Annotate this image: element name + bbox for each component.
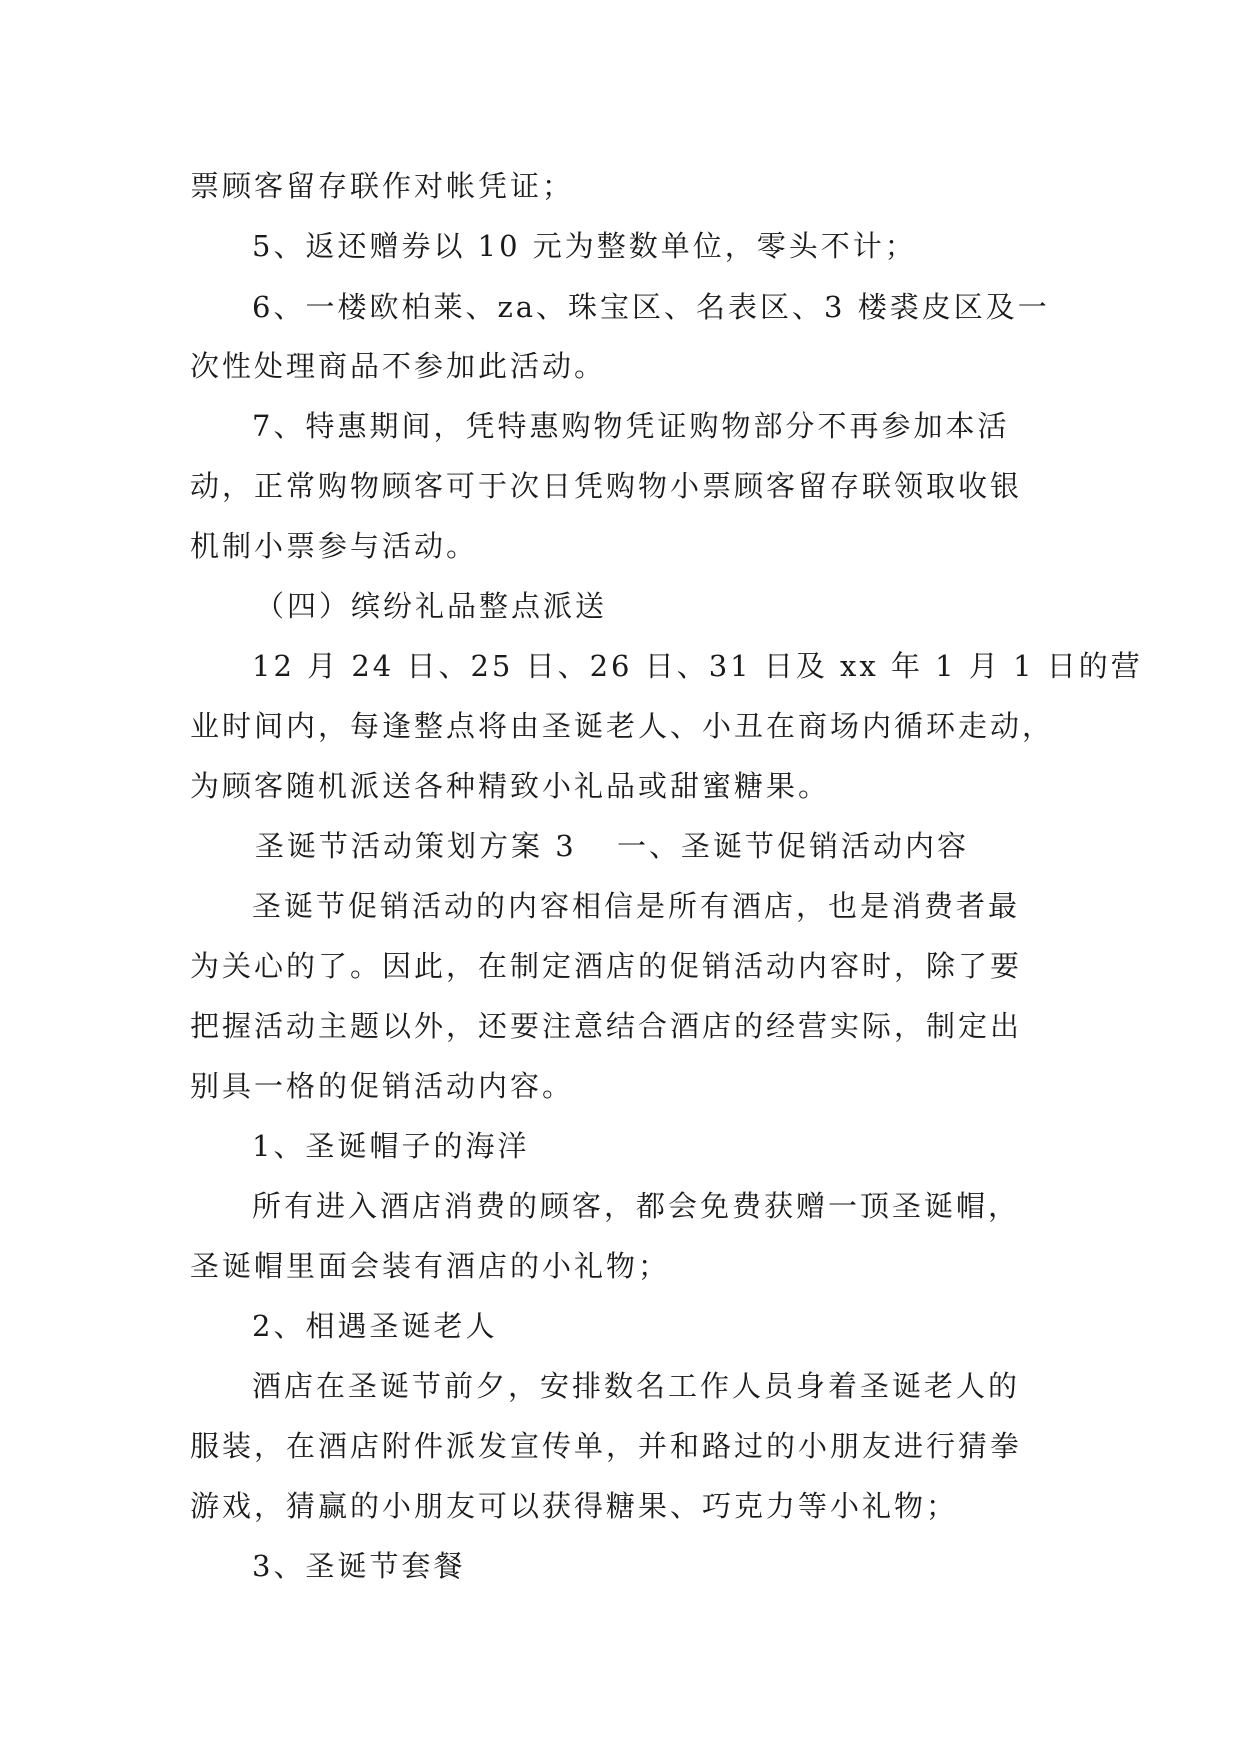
paragraph-line: 圣诞帽里面会装有酒店的小礼物； xyxy=(190,1249,671,1283)
list-item-6: 6、一楼欧柏莱、za、珠宝区、名表区、3 楼裘皮区及一 xyxy=(252,290,1050,324)
paragraph-line: 酒店在圣诞节前夕，安排数名工作人员身着圣诞老人的 xyxy=(252,1369,1021,1403)
paragraph-line: 把握活动主题以外，还要注意结合酒店的经营实际，制定出 xyxy=(190,1009,1023,1043)
paragraph-line: 所有进入酒店消费的顾客，都会免费获赠一顶圣诞帽， xyxy=(252,1189,1021,1223)
paragraph-line: 圣诞节促销活动的内容相信是所有酒店，也是消费者最 xyxy=(252,889,1021,923)
section-heading: 一、圣诞节促销活动内容 xyxy=(617,829,970,863)
paragraph-line: 为顾客随机派送各种精致小礼品或甜蜜糖果。 xyxy=(190,769,831,803)
paragraph-line: 服装，在酒店附件派发宣传单，并和路过的小朋友进行猜拳 xyxy=(190,1429,1023,1463)
list-item-2: 2、相遇圣诞老人 xyxy=(252,1309,498,1343)
list-item-1: 1、圣诞帽子的海洋 xyxy=(252,1129,530,1163)
paragraph-line: 机制小票参与活动。 xyxy=(190,529,479,563)
plan-title: 圣诞节活动策划方案 3 xyxy=(255,829,577,863)
paragraph-line: 业时间内，每逢整点将由圣诞老人、小丑在商场内循环走动， xyxy=(190,709,1055,743)
section-heading-4: （四）缤纷礼品整点派送 xyxy=(255,589,608,623)
paragraph-line: 次性处理商品不参加此活动。 xyxy=(190,349,607,383)
paragraph-line: 为关心的了。因此，在制定酒店的促销活动内容时，除了要 xyxy=(190,949,1023,983)
paragraph-line: 票顾客留存联作对帐凭证； xyxy=(190,169,575,203)
paragraph-line: 游戏，猜赢的小朋友可以获得糖果、巧克力等小礼物； xyxy=(190,1489,959,1523)
plan-title-row xyxy=(255,826,1015,866)
list-item-7: 7、特惠期间，凭特惠购物凭证购物部分不再参加本活 xyxy=(252,409,1010,443)
paragraph-line: 12 月 24 日、25 日、26 日、31 日及 xx 年 1 月 1 日的营 xyxy=(252,649,1143,683)
paragraph-line: 动，正常购物顾客可于次日凭购物小票顾客留存联领取收银 xyxy=(190,469,1023,503)
list-item-5: 5、返还赠券以 10 元为整数单位，零头不计； xyxy=(252,229,917,263)
list-item-3: 3、圣诞节套餐 xyxy=(252,1549,466,1583)
paragraph-line: 别具一格的促销活动内容。 xyxy=(190,1069,575,1103)
